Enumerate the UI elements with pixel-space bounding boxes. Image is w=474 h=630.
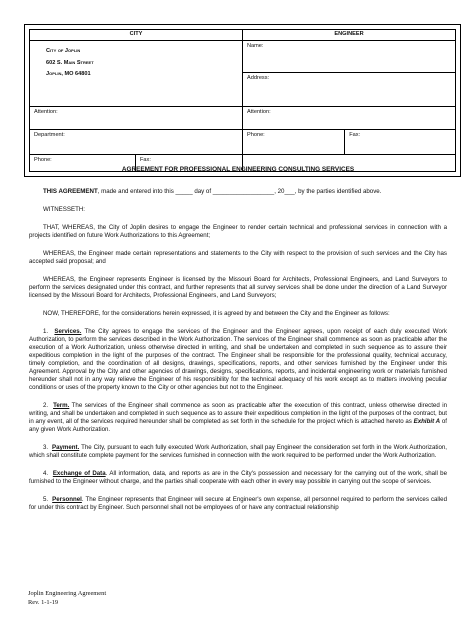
- city-department-label: Department:: [34, 131, 65, 138]
- city-street: 602 S. Main Street: [46, 59, 94, 66]
- engineer-fax-field[interactable]: [345, 129, 456, 154]
- page-footer: [28, 590, 106, 607]
- engineer-column-header: ENGINEER: [243, 30, 456, 41]
- section-5-text: . The Engineer represents that Engineer will secure at Engineer's own expense, all personnel required to perform the services called for under this contract by Engineer. Such personnel shall not be employees of or have any contractual relationship: [29, 496, 447, 511]
- section-2-term: [29, 402, 447, 434]
- section-1-services: [29, 328, 447, 392]
- city-attention-label: Attention:: [34, 108, 58, 115]
- city-department-field[interactable]: [30, 129, 243, 154]
- engineer-fax-label: Fax:: [349, 131, 361, 138]
- engineer-phone-field[interactable]: [243, 129, 345, 154]
- section-1-number: 1.: [43, 328, 49, 335]
- section-3-text: The City, pursuant to each fully executed Work Authorization, shall pay Engineer the consideration set forth in the Work Authorization, which shall constitute complete payment for the services furnished in connection with the work required to be performed under the Work Authorization.: [29, 444, 447, 459]
- that-whereas-paragraph: THAT, WHEREAS, the City of Joplin desires to engage the Engineer to render certain technical and professional services in connection with a projects identified on future Work Authorizations to this Agreement;: [29, 224, 447, 239]
- exhibit-reference: Exhibit A: [413, 418, 441, 425]
- party-info-table: [29, 29, 456, 172]
- city-fax-label: Fax:: [140, 156, 151, 163]
- city-attention-field[interactable]: [30, 106, 243, 129]
- section-1-title: Services.: [54, 328, 82, 335]
- engineer-phone-label: Phone:: [247, 131, 265, 138]
- section-4-title: Exchange of Data: [52, 470, 106, 477]
- section-5-title: Personnel: [52, 496, 82, 503]
- city-zip: Joplin, MO 64801: [46, 71, 91, 78]
- section-4-exchange-of-data: [29, 470, 447, 486]
- section-3-payment: [29, 444, 447, 460]
- agreement-title: AGREEMENT FOR PROFESSIONAL ENGINEERING CONSULTING SERVICES: [121, 166, 355, 173]
- engineer-name-field[interactable]: [243, 41, 456, 73]
- whereas-paragraph-2: WHEREAS, the Engineer represents Engineer is licensed by the Missouri Board for Architects, Professional Engineers, and Land Surveyors to perform the services designated under this contract, and further represents that all survey services shall be done under the direction of a Land Surveyor licensed by the Missouri Board for Architects, Professional Engineers, and Land Surveyors;: [29, 276, 447, 299]
- engineer-address-field[interactable]: [243, 73, 456, 106]
- city-phone-label: Phone:: [34, 156, 52, 163]
- intro-bold: THIS AGREEMENT: [43, 188, 98, 195]
- city-address-block: [30, 41, 243, 106]
- section-5-personnel: [29, 496, 447, 512]
- section-3-title: Payment.: [51, 444, 80, 451]
- footer-revision: Rev. 1-1-19: [28, 598, 59, 606]
- agreement-body: [29, 166, 447, 522]
- now-therefore-paragraph: NOW, THEREFORE, for the considerations herein expressed, it is agreed by and between the City and the Engineer as follows:: [43, 310, 390, 317]
- engineer-address-label: Address:: [247, 75, 270, 82]
- footer-document-name: Joplin Engineering Agreement: [28, 590, 107, 597]
- section-2-number: 2.: [43, 402, 49, 409]
- intro-text: , made and entered into this _____ day of __________________, 20___, by the parties identified above.: [97, 188, 382, 195]
- engineer-name-label: Name:: [247, 43, 264, 50]
- section-3-number: 3.: [43, 444, 49, 451]
- section-2-text: The services of the Engineer shall commence as soon as practicable after the execution of this contract, unless otherwise directed in writing, and shall be undertaken and completed in such sequence as to assure their expeditious completion in the light of the purposes of the contract, but in any event, all of the services required hereunder shall be completed as set forth in the schedule for the project which is attached hereto as: [29, 402, 447, 425]
- section-2-end: of any given Work Authorization.: [29, 418, 447, 433]
- whereas-paragraph-1: WHEREAS, the Engineer made certain representations and statements to the City with respect to the provision of such services and the City has accepted said proposal; and: [29, 250, 447, 265]
- section-4-number: 4.: [43, 470, 49, 477]
- section-2-title: Term.: [53, 402, 70, 409]
- city-name: City of Joplin: [46, 48, 81, 55]
- engineer-attention-field[interactable]: [243, 106, 456, 129]
- section-4-text: . All information, data, and reports as are in the City's possession and necessary for the carrying out of the work, shall be furnished to the Engineer without charge, and the parties shall cooperate with each other in every way possible in carrying out the scope of services.: [29, 470, 447, 485]
- city-column-header: CITY: [30, 30, 243, 41]
- section-1-text: The City agrees to engage the services of the Engineer and the Engineer agrees, upon receipt of each duly executed Work Authorization, to perform the services described in the Work Authorization. The services of the Engineer shall commence as soon as practicable after the execution of a Work Authorization, unless otherwise directed in writing, and shall be undertaken and completed in such sequence as to assure their expeditious completion in the light of the purposes of the contract. The Engineer shall be responsible for the professional quality, technical accuracy, timely completion, and the coordination of all designs, drawings, specifications, reports, and other services furnished by the Engineer under this Agreement. Approval by the City and other agencies of drawings, designs, specifications, reports, and incidental engineering work or materials furnished hereunder shall not in any way relieve the Engineer of his responsibility for the technical adequacy of his work except as to matters involving peculiar conditions or uses of the property known to the City or other agencies but not to the Engineer.: [29, 328, 447, 391]
- section-5-number: 5.: [43, 496, 49, 503]
- intro-paragraph: [29, 188, 447, 196]
- engineer-attention-label: Attention:: [247, 108, 271, 115]
- witnesseth: WITNESSETH:: [43, 206, 85, 213]
